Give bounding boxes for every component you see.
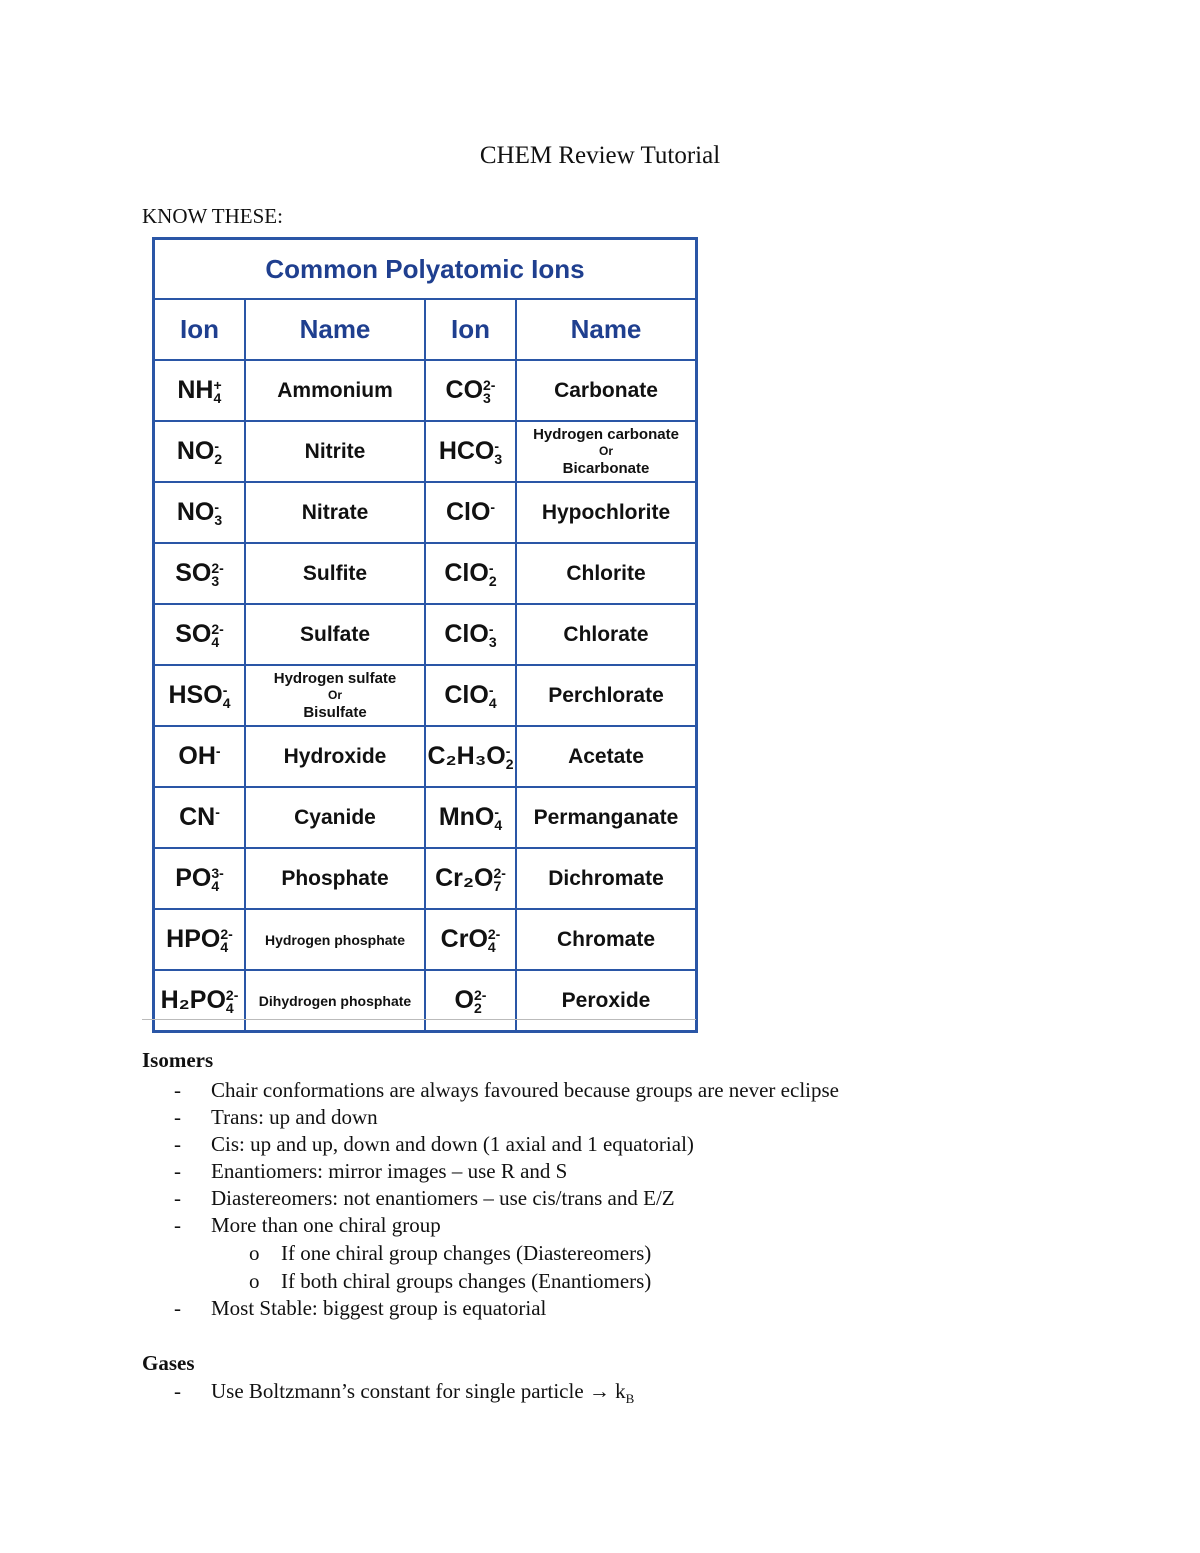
ion-charge: - — [494, 804, 500, 820]
ion-charge: 2- — [211, 560, 224, 576]
ion-name-cell: Sulfate — [245, 604, 425, 665]
ion-formula-base: ClO — [445, 498, 491, 526]
list-item — [174, 1378, 634, 1405]
ion-charge-stack — [213, 379, 221, 405]
dash-bullet-icon: - — [174, 1379, 181, 1403]
ion-charge-stack — [483, 379, 495, 405]
sub-list-item — [174, 1267, 839, 1295]
table-row — [154, 360, 697, 421]
ion-formula-base: HSO — [168, 681, 223, 709]
dash-bullet-icon: - — [174, 1213, 181, 1237]
list-item — [174, 1185, 839, 1212]
ion-charge: 2- — [483, 377, 496, 393]
ion-subscript: 3 — [494, 451, 503, 467]
ion-charge: - — [215, 743, 221, 759]
ion-name-cell: Chlorate — [516, 604, 697, 665]
ion-name-cell: Nitrate — [245, 482, 425, 543]
polyatomic-ions-table — [152, 237, 698, 1033]
dash-bullet-icon: - — [174, 1105, 181, 1129]
ion-charge-stack — [215, 806, 220, 832]
list-item — [174, 1104, 839, 1131]
ion-charge-stack — [211, 867, 223, 893]
table-header-cell: Ion — [154, 299, 246, 360]
ion-name-cell: Phosphate — [245, 848, 425, 909]
ion-formula-base: H₂PO — [160, 986, 226, 1014]
ion-charge: - — [214, 438, 220, 454]
boltzmann-subscript: B — [625, 1391, 635, 1407]
ion-name-cell: Sulfite — [245, 543, 425, 604]
horizontal-rule — [142, 1019, 696, 1020]
ion-name-cell: Carbonate — [516, 360, 697, 421]
ion-formula-base: NO — [176, 437, 215, 465]
gases-list — [174, 1378, 634, 1405]
ion-formula-cell — [154, 604, 246, 665]
ion-formula-cell — [425, 604, 516, 665]
ion-charge: - — [215, 804, 220, 820]
ion-formula-cell — [154, 970, 246, 1032]
ion-subscript: 4 — [225, 1000, 234, 1016]
ion-charge: 2- — [474, 987, 487, 1003]
ion-name-cell: Nitrite — [245, 421, 425, 482]
ion-subscript: 3 — [211, 573, 220, 589]
ion-charge-stack — [214, 501, 222, 527]
ion-formula-base: CrO — [440, 925, 488, 953]
ion-formula-base: NO — [176, 498, 215, 526]
list-item-text: Enantiomers: mirror images – use R and S — [211, 1159, 568, 1183]
ion-formula-base: ClO — [444, 681, 489, 709]
ion-formula-cell — [154, 543, 246, 604]
ion-charge-stack — [488, 928, 500, 954]
ion-name-cell: Hydrogen phosphate — [245, 909, 425, 970]
dash-bullet-icon: - — [174, 1186, 181, 1210]
ion-name-line: Or — [327, 688, 342, 702]
ion-name-cell: Hypochlorite — [516, 482, 697, 543]
ion-subscript: 2 — [488, 573, 497, 589]
ion-charge-stack — [211, 623, 223, 649]
ion-formula-base: ClO — [444, 620, 489, 648]
ion-subscript — [490, 514, 495, 527]
ion-formula-cell — [154, 848, 246, 909]
list-item-text: Most Stable: biggest group is equatorial — [211, 1296, 547, 1320]
ion-name-line: Bicarbonate — [562, 460, 650, 477]
list-item-text: If both chiral groups changes (Enantiomers) — [281, 1269, 652, 1293]
ion-formula-cell — [425, 970, 516, 1032]
ion-name-line: Hydrogen carbonate — [533, 426, 679, 443]
ion-charge-stack — [211, 562, 223, 588]
dash-bullet-icon: - — [174, 1296, 181, 1320]
ion-subscript: 4 — [213, 390, 222, 406]
ion-subscript: 3 — [483, 390, 491, 406]
ion-subscript: 4 — [494, 817, 503, 833]
ion-charge: 2- — [225, 987, 239, 1003]
list-item-text: Cis: up and up, down and down (1 axial and 1 equatorial) — [211, 1132, 694, 1156]
ion-charge-stack — [506, 745, 514, 771]
ion-charge-stack — [489, 562, 497, 588]
ion-charge: 2- — [487, 926, 501, 942]
table-header-row — [154, 299, 697, 360]
document-title: CHEM Review Tutorial — [479, 142, 721, 169]
table-row — [154, 665, 697, 726]
gases-heading: Gases — [142, 1351, 195, 1375]
ion-subscript: 2 — [474, 1000, 482, 1016]
table-row — [154, 726, 697, 787]
ion-name-cell — [516, 421, 697, 482]
ion-charge: 2- — [211, 621, 224, 637]
table-row — [154, 848, 697, 909]
ion-formula-base: C₂H₃O — [427, 742, 506, 770]
ion-name-cell: Chromate — [516, 909, 697, 970]
ion-formula-cell — [154, 482, 246, 543]
dash-bullet-icon: - — [174, 1078, 181, 1102]
isomers-heading: Isomers — [142, 1048, 214, 1072]
ion-formula-base: O — [454, 986, 474, 1014]
list-item-text: Chair conformations are always favoured because groups are never eclipse — [211, 1078, 839, 1102]
ion-name-cell: Dichromate — [516, 848, 697, 909]
list-item — [174, 1077, 839, 1104]
ion-name-cell: Hydroxide — [245, 726, 425, 787]
ion-formula-base: HPO — [166, 925, 221, 953]
ion-charge: - — [494, 438, 500, 454]
list-item — [174, 1295, 839, 1322]
dash-bullet-icon: - — [174, 1159, 181, 1183]
ion-charge-stack — [494, 440, 502, 466]
ion-charge-stack — [214, 440, 222, 466]
ion-subscript: 4 — [220, 939, 229, 955]
ion-charge: - — [505, 743, 511, 759]
list-item — [174, 1212, 839, 1239]
list-item-text: Diastereomers: not enantiomers – use cis/trans and E/Z — [211, 1186, 675, 1210]
dash-bullet-icon: - — [174, 1132, 181, 1156]
sub-list-item — [174, 1239, 839, 1267]
table-caption: Common Polyatomic Ions — [154, 239, 697, 300]
ion-formula-cell — [154, 726, 246, 787]
ion-formula-base: NH — [177, 376, 214, 404]
table-header-cell: Name — [245, 299, 425, 360]
ion-subscript — [216, 758, 221, 771]
ion-name-cell: Permanganate — [516, 787, 697, 848]
ion-charge-stack — [220, 928, 232, 954]
ion-formula-cell — [154, 665, 246, 726]
ion-formula-base: ClO — [444, 559, 489, 587]
ion-subscript: 2 — [214, 451, 223, 467]
ion-charge: 3- — [211, 865, 224, 881]
list-item — [174, 1158, 839, 1185]
ion-formula-base: PO — [175, 864, 212, 892]
list-item-text: Trans: up and down — [211, 1105, 378, 1129]
ion-name-cell: Peroxide — [516, 970, 697, 1032]
ion-formula-cell — [154, 360, 246, 421]
ion-name-line: Hydrogen sulfate — [273, 670, 397, 687]
ion-charge-stack — [216, 745, 221, 771]
table-header-cell: Ion — [425, 299, 516, 360]
ion-charge-stack — [494, 806, 502, 832]
table-row — [154, 543, 697, 604]
ion-formula-cell — [425, 787, 516, 848]
list-item-text: More than one chiral group — [211, 1213, 441, 1237]
ion-name-line: Or — [598, 444, 613, 458]
ion-charge: + — [213, 377, 222, 393]
boltzmann-symbol: k — [609, 1379, 626, 1403]
ion-formula-base: CN — [179, 803, 216, 831]
ion-subscript: 4 — [222, 695, 231, 711]
circle-bullet-icon: o — [249, 1241, 260, 1265]
table-row — [154, 787, 697, 848]
ion-formula-base: OH — [178, 742, 216, 770]
ion-subscript: 4 — [211, 878, 220, 894]
table-row — [154, 421, 697, 482]
ion-charge: - — [488, 560, 494, 576]
ion-name-cell: Cyanide — [245, 787, 425, 848]
ion-subscript — [215, 819, 220, 832]
ion-formula-cell — [425, 665, 516, 726]
ion-charge-stack — [223, 684, 231, 710]
ion-name-cell: Ammonium — [245, 360, 425, 421]
ion-formula-cell — [154, 787, 246, 848]
table-row — [154, 970, 697, 1032]
table-row — [154, 482, 697, 543]
ion-formula-base: SO — [175, 559, 212, 587]
ion-charge-stack — [490, 501, 495, 527]
ion-charge: - — [214, 499, 220, 515]
ion-formula-cell — [425, 909, 516, 970]
ion-formula-cell — [154, 909, 246, 970]
table-row — [154, 604, 697, 665]
ion-formula-base: CO — [445, 376, 484, 404]
right-arrow-icon: → — [588, 1379, 610, 1403]
ion-charge: - — [222, 682, 228, 698]
ion-charge-stack — [489, 684, 497, 710]
ion-subscript: 4 — [488, 695, 497, 711]
ion-charge-stack — [474, 989, 486, 1015]
ion-name-cell: Dihydrogen phosphate — [245, 970, 425, 1032]
ion-subscript: 7 — [493, 878, 502, 894]
ion-charge: - — [488, 682, 494, 698]
ion-formula-cell — [154, 421, 246, 482]
ion-subscript: 3 — [488, 634, 497, 650]
list-item — [174, 1131, 839, 1158]
ion-name-cell: Acetate — [516, 726, 697, 787]
know-these-label: KNOW THESE: — [142, 204, 283, 228]
ion-name-line: Bisulfate — [303, 704, 367, 721]
ion-formula-base: Cr₂O — [435, 864, 494, 892]
ion-name-cell: Perchlorate — [516, 665, 697, 726]
ion-charge: - — [490, 499, 496, 515]
table-header-cell: Name — [516, 299, 697, 360]
ion-formula-base: SO — [175, 620, 212, 648]
ion-formula-cell — [425, 848, 516, 909]
ion-formula-cell — [425, 421, 516, 482]
ion-formula-cell — [425, 543, 516, 604]
ion-charge: - — [488, 621, 494, 637]
table-body — [154, 360, 697, 1032]
ion-formula-base: HCO — [438, 437, 495, 465]
list-item-text: If one chiral group changes (Diastereomers) — [281, 1241, 652, 1265]
isomers-list — [174, 1077, 839, 1322]
ion-subscript: 4 — [211, 634, 220, 650]
ion-formula-cell — [425, 482, 516, 543]
table-row — [154, 909, 697, 970]
ion-charge-stack — [493, 867, 505, 893]
ion-name-cell — [245, 665, 425, 726]
ion-subscript: 2 — [505, 756, 514, 772]
ion-charge: 2- — [493, 865, 506, 881]
ion-subscript: 4 — [487, 939, 496, 955]
ion-subscript: 3 — [214, 512, 223, 528]
ion-formula-cell — [425, 360, 516, 421]
ion-charge-stack — [226, 989, 238, 1015]
circle-bullet-icon: o — [249, 1269, 260, 1293]
ion-formula-base: MnO — [438, 803, 495, 831]
ion-charge: 2- — [220, 926, 233, 942]
ion-name-cell: Chlorite — [516, 543, 697, 604]
ion-charge-stack — [489, 623, 497, 649]
ion-formula-cell — [425, 726, 516, 787]
list-item-text: Use Boltzmann’s constant for single particle — [211, 1379, 589, 1403]
